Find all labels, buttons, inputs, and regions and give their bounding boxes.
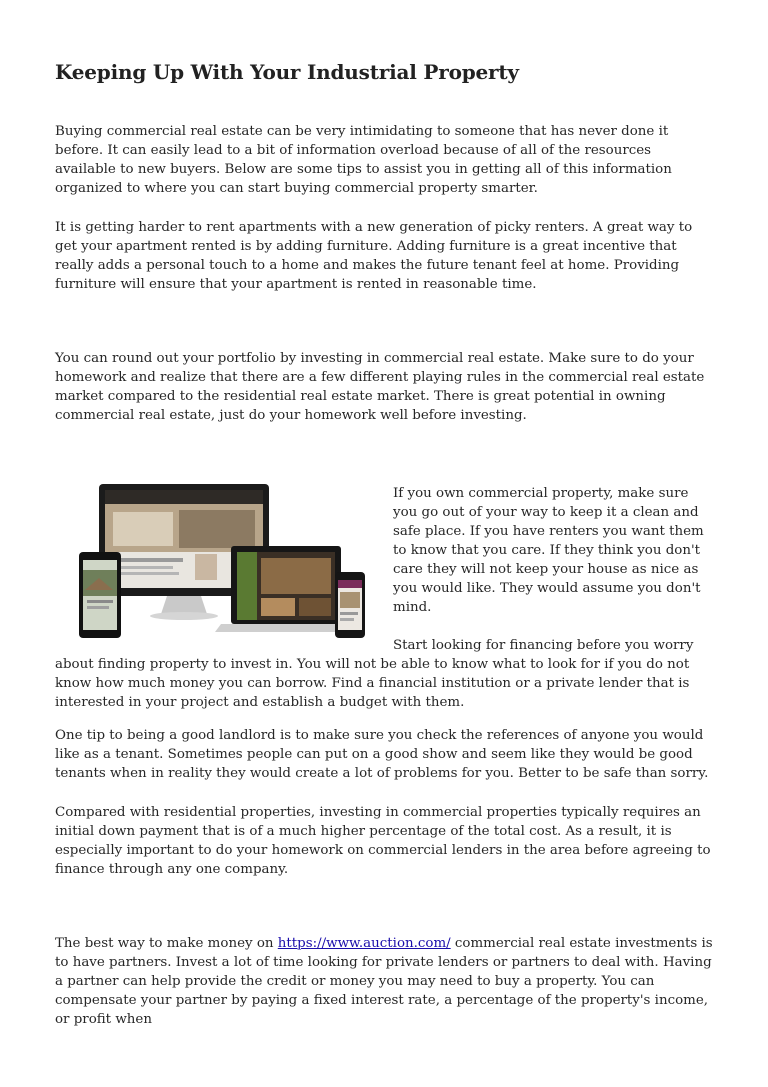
page-title: Keeping Up With Your Industrial Property <box>55 60 519 84</box>
paragraph-portfolio: You can round out your portfolio by investing in commercial real estate. Make sure to do your homework and realize that there are a few different playing rules in the commercial real estate market compared to the residential real estate market. There is great potential in owning commercial real estate, just do your homework well before investing. <box>55 351 705 423</box>
paragraph-landlord: One tip to being a good landlord is to make sure you check the references of anyone you would like as a tenant. Sometimes people can put on a good show and seem like they would be good tenants when in reality they would create a lot of problems for you. Better to be safe than sorry. <box>55 728 709 781</box>
auction-link[interactable]: https://www.auction.com/ <box>277 936 451 951</box>
paragraph-furniture: It is getting harder to rent apartments with a new generation of picky renters. A great way to get your apartment rented is by adding furniture. Adding furniture is a great incentive that really adds a personal touch to a home and makes the future tenant feel at home. Providing furniture will ensure that your apartment is rented in reasonable time. <box>55 220 693 292</box>
paragraph-financing: Start looking for financing before you worry about finding property to invest in. You will not be able to know what to look for if you do not know how much money you can borrow. Find a financial institution or a private lender that is interested in your project and establish a budget with them. <box>55 638 694 710</box>
paragraph-clean-property: If you own commercial property, make sure you go out of your way to keep it a clean and safe place. If you have renters you want them to know that you care. If they think you don't care they will not keep your house as nice as you would like. They would assume you don't mind. <box>393 486 704 615</box>
partners-text-end: commercial real estate investments is to have partners. Invest a lot of time looking for private lenders or partners to deal with. Having a partner can help provide the credit or money you may need to buy a property. You can compensate your partner by paying a fixed interest rate, a percentage of the property's income, or profit when <box>55 936 713 1027</box>
paragraph-commercial-vs-residential: Compared with residential properties, investing in commercial properties typically requires an initial down payment that is of a much higher percentage of the total cost. As a result, it is especially important to do your homework on commercial lenders in the area before agreeing to finance through any one company. <box>55 805 711 877</box>
image-text-block <box>55 484 715 712</box>
paragraph-partners <box>55 934 715 1029</box>
monitor-stand <box>161 596 207 614</box>
devices-illustration <box>55 484 385 652</box>
paragraph-intro: Buying commercial real estate can be very intimidating to someone that has never done it before. It can easily lead to a bit of information overload because of all of the resources available to new buyers. Below are some tips to assist you in getting all of this information organized to where you can start buying commercial property smarter. <box>55 124 672 196</box>
partners-text-start: The best way to make money on <box>55 936 278 951</box>
responsive-devices-image <box>55 484 385 652</box>
